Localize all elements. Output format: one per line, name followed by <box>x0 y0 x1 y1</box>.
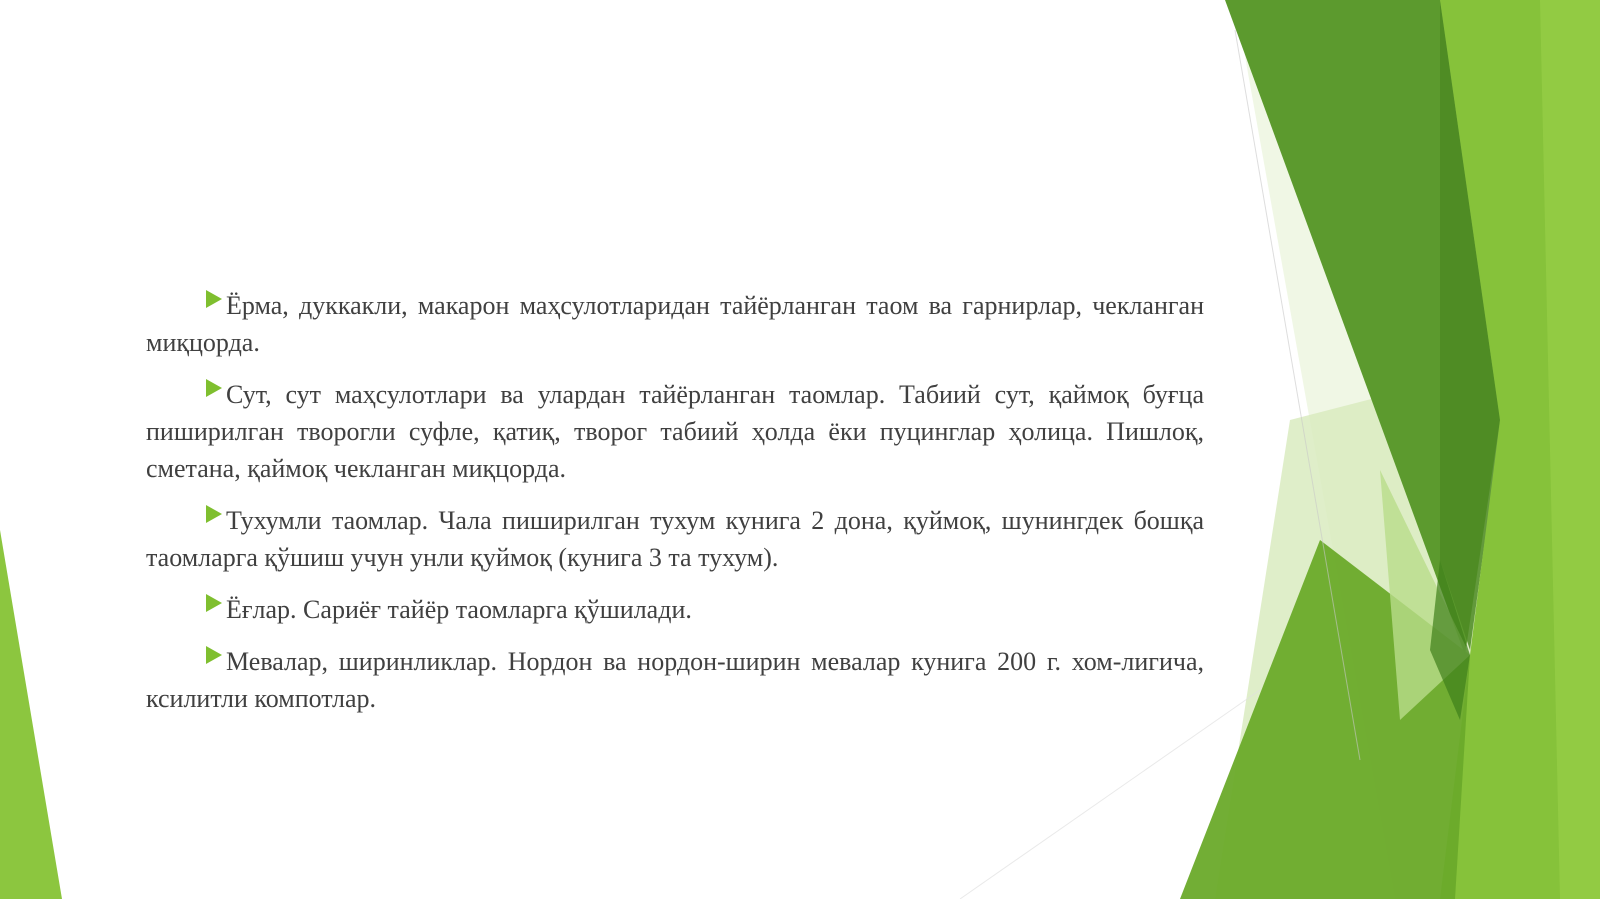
triangle-bullet-icon <box>206 505 222 523</box>
bullet-item-4 <box>146 591 1204 628</box>
bullet-item-5 <box>146 643 1204 717</box>
slide-content <box>146 287 1204 732</box>
bullet-text: Ёрма, дуккакли, макарон маҳсулотларидан тайёрланган таом ва гарнирлар, чекланган миқцорда. <box>146 291 1204 357</box>
triangle-bullet-icon <box>206 379 222 397</box>
bullet-text: Мевалар, ширинликлар. Нордон ва нордон-ширин мевалар кунига 200 г. хом-лигича, ксилитли компотлар. <box>146 647 1204 713</box>
bullet-item-3 <box>146 502 1204 576</box>
bullet-text: Тухумли таомлар. Чала пиширилган тухум кунига 2 дона, қуймоқ, шунингдек бошқа таомларга қўшиш учун унли қуймоқ (кунига 3 та тухум). <box>146 506 1204 572</box>
triangle-bullet-icon <box>206 290 222 308</box>
left-green-shape <box>0 530 62 899</box>
bullet-item-1 <box>146 287 1204 361</box>
triangle-bullet-icon <box>206 646 222 664</box>
bullet-text: Ёғлар. Сариёғ тайёр таомларга қўшилади. <box>226 595 692 624</box>
bullet-text: Сут, сут маҳсулотлари ва улардан тайёрланган таомлар. Табиий сут, қаймоқ буғца пиширилган творогли суфле, қатиқ, творог табиий ҳолда ёки пуцинглар ҳолица. Пишлоқ, сметана, қаймоқ чекланган миқцорда. <box>146 380 1204 483</box>
bullet-item-2 <box>146 376 1204 487</box>
triangle-bullet-icon <box>206 594 222 612</box>
